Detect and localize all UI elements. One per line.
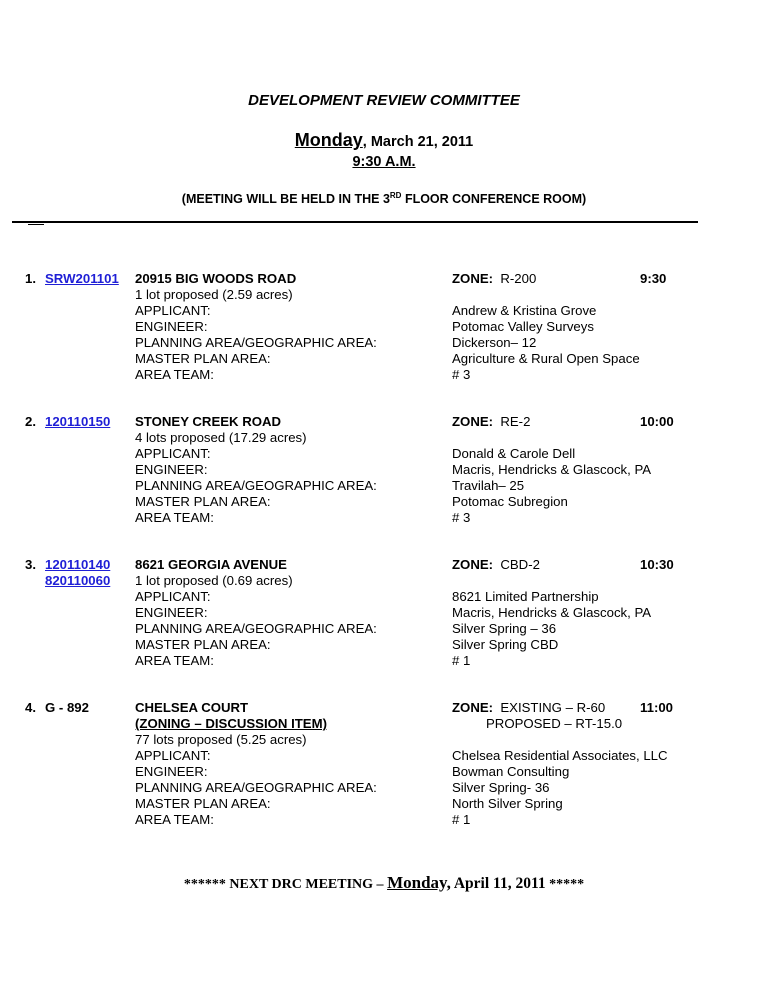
- zone-label: ZONE:: [452, 414, 494, 429]
- zone-proposed: PROPOSED – RT-15.0: [486, 716, 623, 731]
- engineer-value: Bowman Consulting: [452, 764, 570, 779]
- area-team-label: AREA TEAM:: [135, 653, 214, 668]
- item-name: CHELSEA COURT: [135, 700, 249, 715]
- engineer-label: ENGINEER:: [135, 605, 208, 620]
- master-plan-value: Agriculture & Rural Open Space: [452, 351, 640, 366]
- planning-area-value: Silver Spring – 36: [452, 621, 557, 636]
- zone: [452, 271, 536, 287]
- zone-value: R-200: [500, 271, 537, 286]
- item-number: 2.: [25, 414, 36, 429]
- plan-link[interactable]: 120110150: [45, 414, 111, 429]
- review-time: 9:30: [640, 271, 667, 286]
- plan-link[interactable]: 120110140: [45, 557, 111, 572]
- lots-proposed: 1 lot proposed (2.59 acres): [135, 287, 293, 302]
- applicant-label: APPLICANT:: [135, 748, 211, 763]
- master-plan-value: North Silver Spring: [452, 796, 563, 811]
- master-plan-label: MASTER PLAN AREA:: [135, 494, 271, 509]
- planning-area-value: Travilah– 25: [452, 478, 525, 493]
- item-name: 8621 GEORGIA AVENUE: [135, 557, 287, 572]
- area-team-value: # 3: [452, 510, 471, 525]
- lots-proposed: 1 lot proposed (0.69 acres): [135, 573, 293, 588]
- meeting-time: 9:30 A.M.: [352, 154, 416, 170]
- zone: [452, 557, 540, 573]
- applicant-label: APPLICANT:: [135, 446, 211, 461]
- master-plan-label: MASTER PLAN AREA:: [135, 351, 271, 366]
- area-team-label: AREA TEAM:: [135, 367, 214, 382]
- master-plan-value: Potomac Subregion: [452, 494, 568, 509]
- meeting-date-text: , March 21, 2011: [362, 134, 474, 150]
- site-plan-link[interactable]: 820110060: [45, 573, 111, 588]
- note-superscript: RD: [389, 191, 402, 200]
- plan-id: G - 892: [45, 700, 89, 715]
- planning-area-label: PLANNING AREA/GEOGRAPHIC AREA:: [135, 478, 377, 493]
- master-plan-label: MASTER PLAN AREA:: [135, 796, 271, 811]
- engineer-label: ENGINEER:: [135, 764, 208, 779]
- master-plan-label: MASTER PLAN AREA:: [135, 637, 271, 652]
- zone-value: CBD-2: [500, 557, 540, 572]
- area-team-label: AREA TEAM:: [135, 812, 214, 827]
- document-title: DEVELOPMENT REVIEW COMMITTEE: [248, 92, 520, 109]
- zone-value: RE-2: [500, 414, 531, 429]
- master-plan-value: Silver Spring CBD: [452, 637, 559, 652]
- zone-label: ZONE:: [452, 700, 494, 715]
- item-number: 1.: [25, 271, 36, 286]
- zone-label: ZONE:: [452, 557, 494, 572]
- footer-date: April 11, 2011: [450, 875, 546, 892]
- engineer-value: Macris, Hendricks & Glascock, PA: [452, 462, 652, 477]
- note-text-start: (MEETING WILL BE HELD IN THE 3: [181, 192, 390, 206]
- zone-value: EXISTING – R-60: [500, 700, 606, 715]
- area-team-value: # 1: [452, 653, 471, 668]
- review-time: 10:30: [640, 557, 674, 572]
- planning-area-label: PLANNING AREA/GEOGRAPHIC AREA:: [135, 780, 377, 795]
- lots-proposed: 77 lots proposed (5.25 acres): [135, 732, 307, 747]
- next-meeting-footer: [0, 873, 768, 893]
- item-name: STONEY CREEK ROAD: [135, 414, 282, 429]
- applicant-label: APPLICANT:: [135, 589, 211, 604]
- meeting-location-note: [0, 191, 768, 206]
- engineer-label: ENGINEER:: [135, 319, 208, 334]
- planning-area-label: PLANNING AREA/GEOGRAPHIC AREA:: [135, 621, 377, 636]
- footer-prefix: ****** NEXT DRC MEETING –: [183, 877, 388, 892]
- meeting-date: [0, 130, 768, 151]
- planning-area-value: Dickerson– 12: [452, 335, 537, 350]
- applicant-value: Chelsea Residential Associates, LLC: [452, 748, 668, 763]
- area-team-label: AREA TEAM:: [135, 510, 214, 525]
- discussion-item-note: (ZONING – DISCUSSION ITEM): [135, 716, 327, 731]
- item-number: 3.: [25, 557, 36, 572]
- applicant-label: APPLICANT:: [135, 303, 211, 318]
- applicant-value: Andrew & Kristina Grove: [452, 303, 597, 318]
- review-time: 10:00: [640, 414, 674, 429]
- area-team-value: # 1: [452, 812, 471, 827]
- engineer-label: ENGINEER:: [135, 462, 208, 477]
- area-team-value: # 3: [452, 367, 471, 382]
- applicant-value: Donald & Carole Dell: [452, 446, 576, 461]
- divider-mark: [28, 224, 44, 225]
- planning-area-value: Silver Spring- 36: [452, 780, 550, 795]
- note-text-end: FLOOR CONFERENCE ROOM): [401, 192, 587, 206]
- header-divider: [12, 221, 698, 223]
- planning-area-label: PLANNING AREA/GEOGRAPHIC AREA:: [135, 335, 377, 350]
- engineer-value: Macris, Hendricks & Glascock, PA: [452, 605, 652, 620]
- plan-link[interactable]: SRW201101: [45, 271, 119, 286]
- zone: [452, 414, 530, 430]
- lots-proposed: 4 lots proposed (17.29 acres): [135, 430, 307, 445]
- item-number: 4.: [25, 700, 36, 715]
- zone-label: ZONE:: [452, 271, 494, 286]
- footer-suffix: *****: [545, 877, 585, 892]
- item-name: 20915 BIG WOODS ROAD: [135, 271, 297, 286]
- zone: [452, 700, 605, 716]
- engineer-value: Potomac Valley Surveys: [452, 319, 594, 334]
- footer-day: Monday,: [387, 873, 451, 892]
- applicant-value: 8621 Limited Partnership: [452, 589, 599, 604]
- meeting-day: Monday: [294, 130, 363, 150]
- review-time: 11:00: [640, 700, 674, 715]
